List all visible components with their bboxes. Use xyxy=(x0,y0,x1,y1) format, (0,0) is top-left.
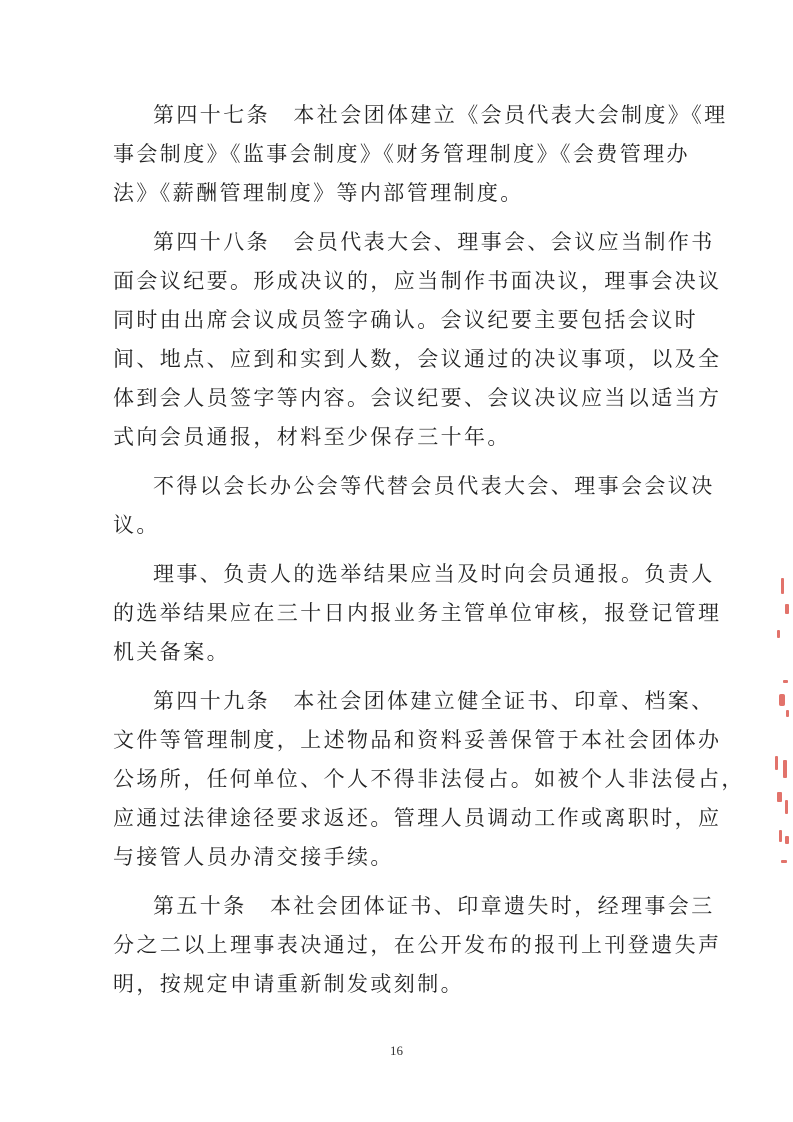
article-50-paragraph xyxy=(113,887,722,1004)
text-line: 第四十九条 本社会团体建立健全证书、印章、档案、 xyxy=(153,689,715,713)
text-line: 体到会人员签字等内容。会议纪要、会议决议应当以适当方 xyxy=(113,386,722,410)
article-49-paragraph xyxy=(113,682,745,877)
document-body xyxy=(113,96,745,1014)
text-line: 公场所，任何单位、个人不得非法侵占。如被个人非法侵占， xyxy=(113,767,745,791)
text-line: 机关备案。 xyxy=(113,640,230,664)
text-line: 理事、负责人的选举结果应当及时向会员通报。负责人 xyxy=(153,562,715,586)
text-line: 面会议纪要。形成决议的，应当制作书面决议，理事会决议 xyxy=(113,269,722,293)
text-line: 议。 xyxy=(113,513,160,537)
text-line: 文件等管理制度，上述物品和资料妥善保管于本社会团体办 xyxy=(113,728,722,752)
seal-edge-mark xyxy=(763,560,793,900)
text-line: 第四十七条 本社会团体建立《会员代表大会制度》《理 xyxy=(153,103,728,127)
text-line: 明，按规定申请重新制发或刻制。 xyxy=(113,972,464,996)
substitution-prohibition-paragraph xyxy=(113,467,715,545)
text-line: 不得以会长办公会等代替会员代表大会、理事会会议决 xyxy=(153,474,715,498)
article-47-paragraph xyxy=(113,96,728,213)
text-line: 应通过法律途径要求返还。管理人员调动工作或离职时，应 xyxy=(113,806,722,830)
text-line: 式向会员通报，材料至少保存三十年。 xyxy=(113,425,511,449)
text-line: 法》《薪酬管理制度》等内部管理制度。 xyxy=(113,181,524,205)
text-line: 同时由出席会议成员签字确认。会议纪要主要包括会议时 xyxy=(113,308,698,332)
text-line: 分之二以上理事表决通过，在公开发布的报刊上刊登遗失声 xyxy=(113,933,722,957)
text-line: 与接管人员办清交接手续。 xyxy=(113,845,394,869)
election-results-paragraph xyxy=(113,555,722,672)
text-line: 第四十八条 会员代表大会、理事会、会议应当制作书 xyxy=(153,230,715,254)
text-line: 事会制度》《监事会制度》《财务管理制度》《会费管理办 xyxy=(113,142,690,166)
text-line: 的选举结果应在三十日内报业务主管单位审核，报登记管理 xyxy=(113,601,722,625)
text-line: 间、地点、应到和实到人数，会议通过的决议事项，以及全 xyxy=(113,347,722,371)
text-line: 第五十条 本社会团体证书、印章遗失时，经理事会三 xyxy=(153,894,715,918)
page-number: 16 xyxy=(390,1043,403,1058)
article-48-paragraph xyxy=(113,223,722,457)
